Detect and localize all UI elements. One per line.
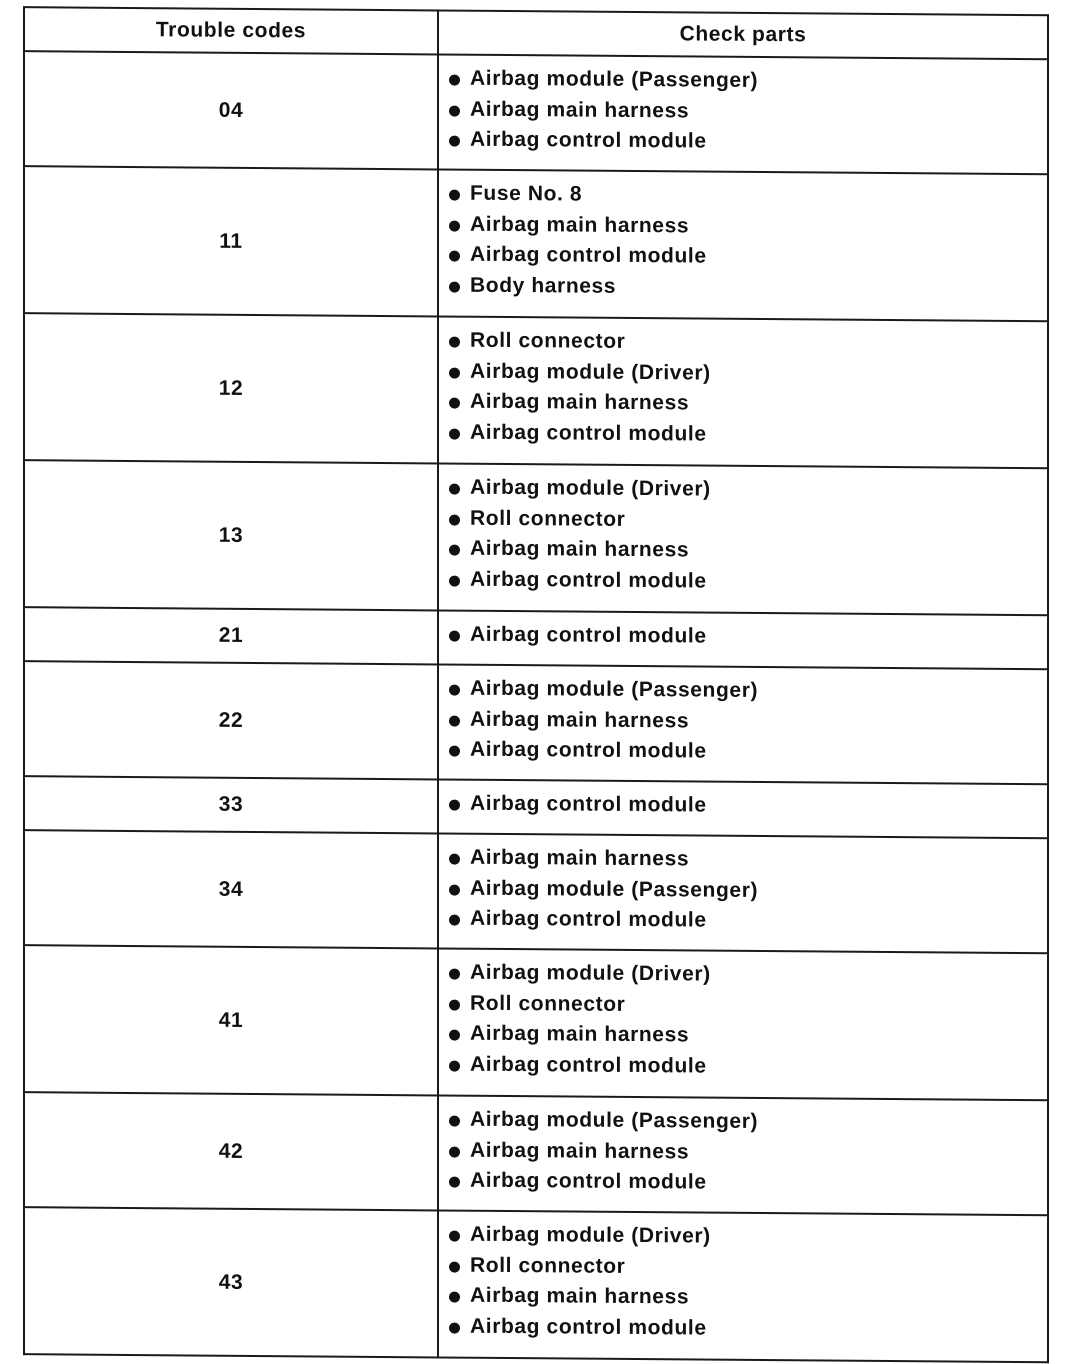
check-parts-cell	[438, 610, 1048, 669]
check-part-item: Airbag control module	[449, 904, 1047, 939]
header-trouble-codes: Trouble codes	[24, 7, 438, 54]
check-parts-cell	[438, 664, 1048, 784]
check-part-item: Airbag module (Driver)	[449, 1220, 1047, 1255]
check-part-item: Airbag control module	[449, 240, 1047, 275]
check-parts-cell	[438, 54, 1048, 174]
check-parts-list	[449, 64, 1047, 160]
check-part-item: Airbag main harness	[449, 843, 1047, 878]
check-part-item: Airbag module (Driver)	[449, 958, 1047, 993]
check-part-item: Airbag control module	[449, 125, 1047, 160]
check-part-item: Airbag control module	[449, 620, 1047, 655]
check-parts-list	[449, 674, 1047, 770]
check-parts-list	[449, 958, 1047, 1085]
table-row	[24, 1207, 1048, 1362]
check-parts-list	[449, 1105, 1047, 1201]
check-part-item: Body harness	[449, 270, 1047, 305]
check-part-item: Airbag control module	[449, 735, 1047, 770]
check-part-item: Fuse No. 8	[449, 179, 1047, 214]
header-check-parts: Check parts	[438, 10, 1048, 59]
check-part-item: Airbag control module	[449, 1166, 1047, 1201]
check-parts-list	[449, 789, 1047, 824]
check-part-item: Airbag main harness	[449, 209, 1047, 244]
trouble-code-cell: 22	[24, 661, 438, 779]
table-row	[24, 776, 1048, 838]
trouble-code-cell: 11	[24, 166, 438, 316]
check-parts-cell	[438, 463, 1048, 615]
check-parts-list	[449, 326, 1047, 453]
table-body	[24, 51, 1048, 1362]
table-row	[24, 830, 1048, 953]
check-part-item: Airbag module (Passenger)	[449, 64, 1047, 99]
check-part-item: Roll connector	[449, 1250, 1047, 1285]
check-parts-cell	[438, 948, 1048, 1100]
trouble-code-cell: 41	[24, 945, 438, 1095]
check-part-item: Roll connector	[449, 988, 1047, 1023]
trouble-code-cell: 34	[24, 830, 438, 948]
check-part-item: Airbag control module	[449, 1049, 1047, 1084]
table-row	[24, 166, 1048, 321]
check-part-item: Airbag main harness	[449, 534, 1047, 569]
check-parts-list	[449, 843, 1047, 939]
check-part-item: Roll connector	[449, 503, 1047, 538]
check-part-item: Airbag module (Passenger)	[449, 674, 1047, 709]
check-part-item: Airbag module (Driver)	[449, 356, 1047, 391]
table-row	[24, 1092, 1048, 1215]
table-row	[24, 945, 1048, 1100]
check-parts-cell	[438, 1210, 1048, 1362]
trouble-code-cell: 43	[24, 1207, 438, 1357]
check-parts-cell	[438, 1095, 1048, 1215]
check-parts-list	[449, 620, 1047, 655]
check-part-item: Airbag main harness	[449, 1135, 1047, 1170]
check-part-item: Airbag module (Passenger)	[449, 1105, 1047, 1140]
check-parts-list	[449, 179, 1047, 306]
check-part-item: Airbag module (Driver)	[449, 473, 1047, 508]
check-part-item: Airbag control module	[449, 789, 1047, 824]
check-parts-cell	[438, 833, 1048, 953]
check-parts-cell	[438, 316, 1048, 468]
table-row	[24, 51, 1048, 174]
check-part-item: Airbag module (Passenger)	[449, 873, 1047, 908]
check-part-item: Airbag main harness	[449, 387, 1047, 422]
check-parts-cell	[438, 169, 1048, 321]
table-row	[24, 460, 1048, 615]
trouble-code-cell: 21	[24, 607, 438, 664]
check-part-item: Airbag main harness	[449, 1281, 1047, 1316]
check-part-item: Airbag main harness	[449, 704, 1047, 739]
check-parts-list	[449, 473, 1047, 600]
table-row	[24, 313, 1048, 468]
check-part-item: Airbag control module	[449, 417, 1047, 452]
trouble-code-cell: 13	[24, 460, 438, 610]
trouble-code-cell: 12	[24, 313, 438, 463]
check-part-item: Airbag main harness	[449, 1019, 1047, 1054]
trouble-code-cell: 42	[24, 1092, 438, 1210]
trouble-code-cell: 04	[24, 51, 438, 169]
check-part-item: Airbag control module	[449, 1311, 1047, 1346]
trouble-codes-table	[23, 6, 1049, 1363]
check-parts-cell	[438, 779, 1048, 838]
table-row	[24, 607, 1048, 669]
table-row	[24, 661, 1048, 784]
trouble-code-cell: 33	[24, 776, 438, 833]
check-part-item: Airbag main harness	[449, 94, 1047, 129]
check-part-item: Roll connector	[449, 326, 1047, 361]
check-parts-list	[449, 1220, 1047, 1347]
check-part-item: Airbag control module	[449, 564, 1047, 599]
